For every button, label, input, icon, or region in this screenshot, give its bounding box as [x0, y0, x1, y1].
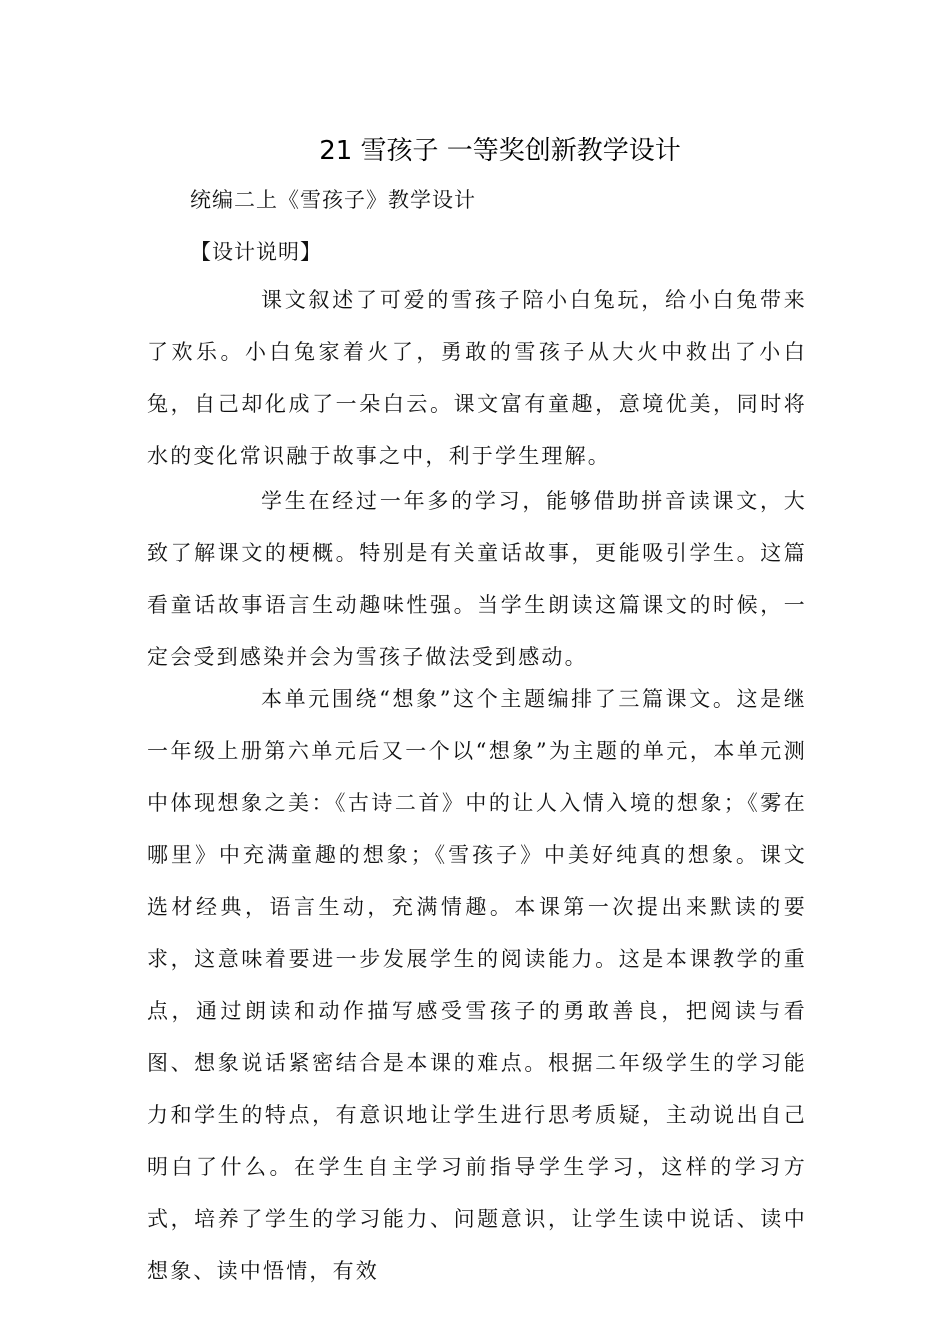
paragraph-2: 学生在经过一年多的学习，能够借助拼音读课文，大致了解课文的梗概。特别是有关童话故事，更能吸引学生。这篇看童话故事语言生动趣味性强。当学生朗读这篇课文的时候，一定会受到感染并会为雪孩子做法受到感动。: [147, 489, 807, 669]
paragraph-1: 课文叙述了可爱的雪孩子陪小白兔玩，给小白兔带来了欢乐。小白兔家着火了，勇敢的雪孩子从大火中救出了小白兔，自己却化成了一朵白云。课文富有童趣，意境优美，同时将水的变化常识融于故事之中，利于学生理解。: [147, 288, 807, 468]
document-subtitle: 统编二上《雪孩子》教学设计: [190, 188, 476, 212]
document-title: 21 雪孩子 一等奖创新教学设计: [319, 136, 681, 166]
paragraph-3: 本单元围绕“想象”这个主题编排了三篇课文。这是继一年级上册第六单元后又一个以“想象”为主题的单元，本单元测中体现想象之美：《古诗二首》中的让人入情入境的想象；《雾在哪里》中充满童趣的想象；《雪孩子》中美好纯真的想象。课文选材经典，语言生动，充满情趣。本课第一次提出来默读的要求，这意味着要进一步发展学生的阅读能力。这是本课教学的重点，通过朗读和动作描写感受雪孩子的勇敢善良，把阅读与看图、想象说话紧密结合是本课的难点。根据二年级学生的学习能力和学生的特点，有意识地让学生进行思考质疑，主动说出自己明白了什么。在学生自主学习前指导学生学习，这样的学习方式，培养了学生的学习能力、问题意识，让学生读中说话、读中想象、读中悟情，有效: [147, 687, 807, 1283]
section-heading-design-notes: 【设计说明】: [190, 240, 322, 264]
